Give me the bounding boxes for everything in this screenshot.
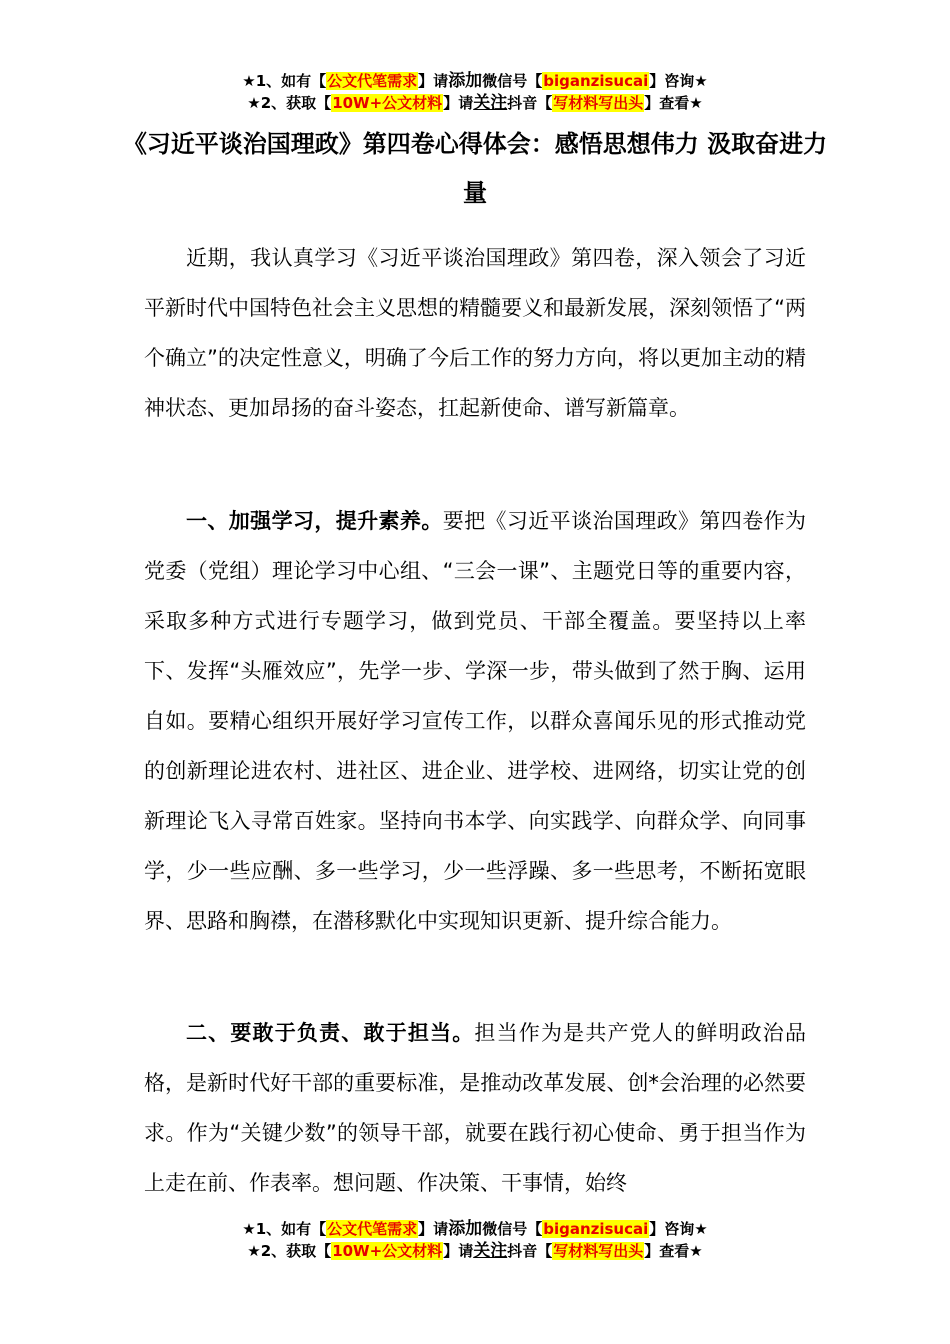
banner-highlight: 写材料写出头 [553, 94, 644, 112]
banner-highlight: biganzisucai [543, 1220, 649, 1238]
section-2-paragraph [144, 1008, 806, 1208]
banner-text: 】请 [418, 72, 449, 90]
banner-text: 微信号【 [482, 72, 543, 90]
section-2-text [144, 1008, 806, 1208]
banner-line-2 [0, 1240, 950, 1262]
banner-emphasis: 关注 [473, 93, 508, 113]
section-1-text [144, 496, 806, 946]
banner-text: ★2、获取【 [247, 94, 332, 112]
banner-text: 微信号【 [482, 1220, 543, 1238]
banner-text: 】咨询★ [649, 1220, 708, 1238]
banner-emphasis: 添加 [448, 1219, 483, 1239]
banner-text: 】咨询★ [649, 72, 708, 90]
banner-text: 】请 [418, 1220, 449, 1238]
banner-text: 】查看★ [644, 94, 703, 112]
section-1-body: 要把《习近平谈治国理政》第四卷作为党委（党组）理论学习中心组、“三会一课”、主题党日等的重要内容，采取多种方式进行专题学习，做到党员、干部全覆盖。要坚持以上率下、发挥“头雁效应”，先学一步、学深一步，带头做到了然于胸、运用自如。要精心组织开展好学习宣传工作，以群众喜闻乐见的形式推动党的创新理论进农村、进社区、进企业、进学校、进网络，切实让党的创新理论飞入寻常百姓家。坚持向书本学、向实践学、向群众学、向同事学，少一些应酬、多一些学习，少一些浮躁、多一些思考，不断拓宽眼界、思路和胸襟，在潜移默化中实现知识更新、提升综合能力。 [144, 509, 807, 933]
top-banner [0, 70, 950, 114]
banner-highlight: 写材料写出头 [553, 1242, 644, 1260]
intro-text: 近期，我认真学习《习近平谈治国理政》第四卷，深入领会了习近平新时代中国特色社会主义思想的精髓要义和最新发展，深刻领悟了“两个确立”的决定性意义，明确了今后工作的努力方向，将以更加主动的精神状态、更加昂扬的奋斗姿态，扛起新使命、谱写新篇章。 [144, 246, 806, 420]
banner-highlight: 10W+公文材料 [332, 94, 443, 112]
section-1-paragraph [144, 496, 806, 946]
banner-text: 】请 [443, 94, 474, 112]
banner-text: ★2、获取【 [247, 1242, 332, 1260]
banner-highlight: biganzisucai [543, 72, 649, 90]
banner-text: ★1、如有【 [242, 72, 327, 90]
banner-text: ★1、如有【 [242, 1220, 327, 1238]
banner-text: 】请 [443, 1242, 474, 1260]
banner-text: 】查看★ [644, 1242, 703, 1260]
section-1-heading: 一、加强学习，提升素养。 [186, 509, 443, 533]
banner-highlight: 公文代笔需求 [327, 72, 418, 90]
document-title: 《习近平谈治国理政》第四卷心得体会：感悟思想伟力 汲取奋进力量 [122, 130, 828, 207]
banner-line-1 [0, 70, 950, 92]
banner-text: 抖音【 [507, 1242, 553, 1260]
banner-highlight: 公文代笔需求 [327, 1220, 418, 1238]
section-2-body: 担当作为是共产党人的鲜明政治品格，是新时代好干部的重要标准，是推动改革发展、创*会治理的必然要求。作为“关键少数”的领导干部，就要在践行初心使命、勇于担当作为上走在前、作表率。想问题、作决策、干事情，始终 [144, 1021, 806, 1195]
bottom-banner [0, 1218, 950, 1262]
banner-emphasis: 添加 [448, 71, 483, 91]
banner-highlight: 10W+公文材料 [332, 1242, 443, 1260]
banner-emphasis: 关注 [473, 1241, 508, 1261]
intro-paragraph [144, 233, 806, 433]
banner-line-1 [0, 1218, 950, 1240]
banner-text: 抖音【 [507, 94, 553, 112]
banner-line-2 [0, 92, 950, 114]
section-2-heading: 二、要敢于负责、敢于担当。 [186, 1021, 475, 1045]
